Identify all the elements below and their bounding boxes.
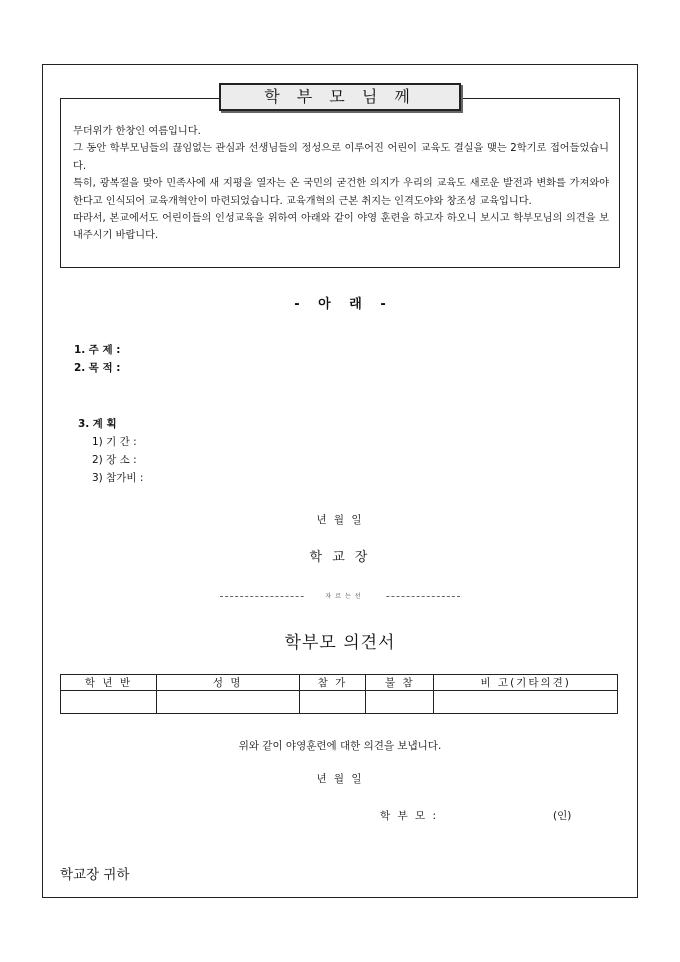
letter-paragraph-3: 특히, 광복절을 맞아 민족사에 새 지평을 열자는 온 국민의 굳건한 의지가 우리의 교육도 새로운 발전과 변화를 가져와야 한다고 인식되어 교육개혁안이 마련되었습니다. 교육개혁의 근본 취지는 인격도야와 창조성 교육입니다. — [73, 178, 609, 207]
opinion-date: 년 월 일 — [316, 773, 364, 785]
letter-paragraph-4: 따라서, 본교에서도 어린이들의 인성교육을 위하여 아래와 같이 야영 훈련을 하고자 하오니 보시고 학부모님의 의견을 보내주시기 바랍니다. — [73, 213, 609, 242]
item-purpose — [74, 360, 120, 375]
opinion-table — [60, 674, 618, 714]
plan-place: 2) 장 소 : — [92, 454, 137, 466]
cell-remarks[interactable] — [434, 691, 618, 714]
opinion-title: 학부모 의견서 — [284, 633, 396, 653]
letter-body — [73, 123, 609, 245]
item-subject — [74, 342, 120, 357]
opinion-table-row — [61, 691, 618, 714]
letter-title: 학 부 모 님 께 — [219, 83, 461, 111]
item-purpose-number: 2. — [74, 362, 86, 374]
cell-grade-class[interactable] — [61, 691, 157, 714]
opinion-table-header — [61, 675, 618, 691]
cell-absent[interactable] — [366, 691, 434, 714]
plan-period: 1) 기 간 : — [92, 436, 137, 448]
seal-mark: (인) — [553, 810, 572, 822]
item-plan-number: 3. — [78, 418, 90, 430]
letter-paragraph-1: 무더위가 한창인 여름입니다. — [73, 126, 201, 137]
cut-line-label: 자르는선 — [305, 591, 385, 600]
column-absent: 불 참 — [366, 675, 434, 691]
notice-heading: - 아 래 - — [294, 297, 386, 312]
send-statement: 위와 같이 야영훈련에 대한 의견을 보냅니다. — [238, 740, 442, 752]
column-grade-class: 학 년 반 — [61, 675, 157, 691]
item-plan-label: 계 획 — [92, 418, 117, 430]
notice-date: 년 월 일 — [316, 514, 364, 526]
plan-fee: 3) 참가비 : — [92, 472, 144, 484]
letter-paragraph-2: 그 동안 학부모님들의 끊임없는 관심과 선생님들의 정성으로 이루어진 어린이 교육도 결실을 맺는 2학기로 접어들었습니다. — [73, 143, 609, 172]
item-purpose-label: 목 적 : — [88, 362, 121, 374]
item-plan — [78, 416, 117, 431]
principal-name: 학 교 장 — [309, 550, 371, 565]
column-name: 성 명 — [156, 675, 299, 691]
cell-name[interactable] — [156, 691, 299, 714]
addressee: 학교장 귀하 — [60, 867, 130, 883]
column-remarks: 비 고(기타의견) — [434, 675, 618, 691]
column-attend: 참 가 — [299, 675, 366, 691]
item-subject-label: 주 제 : — [88, 344, 121, 356]
cell-attend[interactable] — [299, 691, 366, 714]
item-subject-number: 1. — [74, 344, 86, 356]
parent-signature-label: 학 부 모 : — [380, 810, 438, 822]
